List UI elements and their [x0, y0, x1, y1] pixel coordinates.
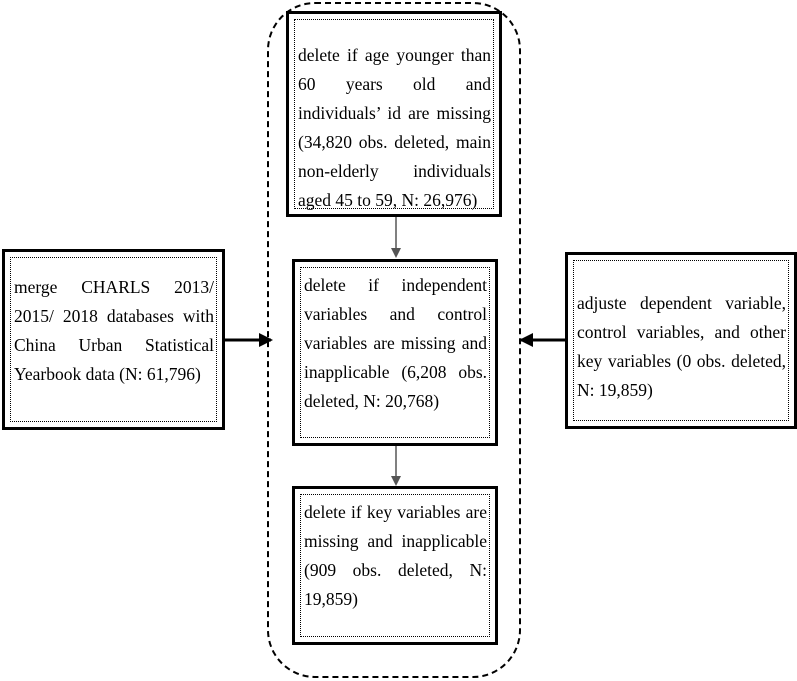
box-adjust-variables-text: adjuste dependent variable, control variables, and other key variables (0 obs. deleted, N: 19,859)	[573, 260, 789, 421]
box-key-filter-text: delete if key variables are missing and inapplicable (909 obs. deleted, N: 19,859)	[300, 494, 490, 637]
box-independent-filter-text: delete if independent variables and control variables are missing and inapplicable (6,208 obs. deleted, N: 20,768)	[300, 267, 490, 438]
box-key-filter	[292, 486, 498, 645]
box-age-filter-text: delete if age younger than 60 years old and individuals’ id are missing (34,820 obs. deleted, main non-elderly individuals aged 45 to 59, N: 26,976)	[294, 19, 494, 209]
box-adjust-variables	[565, 252, 797, 429]
box-age-filter	[286, 11, 502, 217]
box-merge-data	[2, 249, 225, 430]
box-independent-filter	[292, 259, 498, 446]
box-merge-data-text: merge CHARLS 2013/ 2015/ 2018 databases with China Urban Statistical Yearbook data (N: 61,796)	[10, 257, 217, 422]
